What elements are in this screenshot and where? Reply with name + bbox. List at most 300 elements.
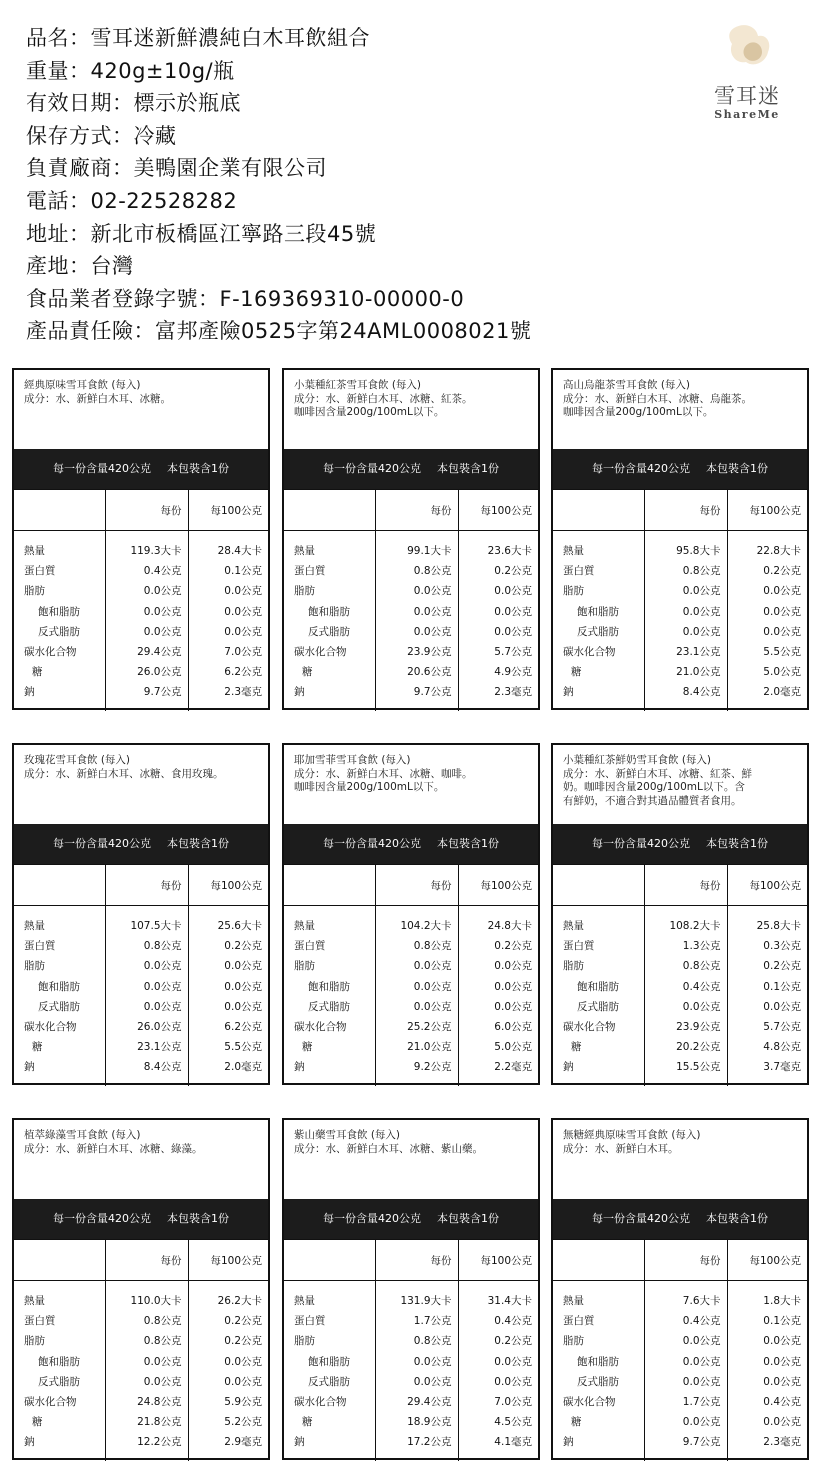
per-serving-value: 0.8公克: [413, 565, 452, 578]
per-serving-value: 0.8公克: [682, 565, 721, 578]
nutrient-label: 蛋白質: [24, 565, 56, 578]
nutrient-label: 脂肪: [294, 960, 315, 973]
per-serving-value: 12.2公克: [137, 1436, 182, 1449]
per-100g-column: [727, 531, 807, 711]
nutrition-table: [553, 1239, 807, 1461]
nutrition-label-card: [551, 743, 809, 1085]
per-100g-value: 25.6大卡: [217, 920, 262, 932]
per-100g-value: 5.7公克: [763, 1020, 801, 1033]
info-insurance: 產品責任險：富邦產險0525字第24AML0008021號: [26, 319, 532, 344]
card-header: [14, 745, 268, 824]
per-serving-value: 9.7公克: [143, 686, 182, 699]
per-serving-value: 21.0公克: [407, 1041, 452, 1054]
nutrition-table: [284, 489, 538, 711]
per-100g-value: 5.9公克: [224, 1395, 262, 1408]
info-storage: 保存方式：冷藏: [26, 123, 177, 148]
per-serving-value: 0.0公克: [413, 1000, 452, 1013]
per-serving-value: 25.2公克: [407, 1020, 452, 1033]
card-header: [553, 370, 807, 449]
card-header: [14, 1120, 268, 1199]
serving-bar: [14, 1199, 268, 1239]
per-serving-value: 29.4公克: [407, 1395, 452, 1408]
nutrient-label: 脂肪: [24, 1335, 45, 1348]
nutrition-label-card: [12, 368, 270, 710]
nutrient-label: 蛋白質: [24, 940, 56, 953]
per-100g-value: 0.0公克: [494, 1355, 532, 1368]
per-serving-value: 0.0公克: [413, 1375, 452, 1388]
nutrient-label: 飽和脂肪: [38, 605, 80, 618]
nutrient-label: 蛋白質: [294, 940, 326, 953]
nutrition-table: [284, 1239, 538, 1461]
per-serving-value: 0.4公克: [682, 980, 721, 993]
per-serving-value: 0.0公克: [682, 585, 721, 598]
per-serving-value: 23.1公克: [676, 645, 721, 658]
col-per-serving: 每份: [644, 490, 727, 531]
nutrient-label: 碳水化合物: [563, 645, 616, 658]
per-100g-value: 0.0公克: [763, 1355, 801, 1368]
per-100g-value: 0.4公克: [763, 1395, 801, 1408]
servings-per-pack: 本包裝含1份: [437, 1212, 499, 1225]
per-serving-value: 95.8大卡: [676, 545, 721, 557]
nutrient-label: 熱量: [294, 1295, 315, 1307]
per-100g-value: 5.0公克: [494, 1041, 532, 1054]
product-desc-line: 咖啡因含量200g/100mL以下。: [294, 406, 445, 418]
per-100g-value: 0.0公克: [224, 980, 262, 993]
per-100g-column: [188, 906, 268, 1086]
per-serving-value: 29.4公克: [137, 645, 182, 658]
blank-header-cell: [14, 865, 105, 906]
per-serving-value: 0.0公克: [413, 585, 452, 598]
card-header: [284, 1120, 538, 1199]
servings-per-pack: 本包裝含1份: [167, 462, 229, 475]
per-100g-value: 5.0公克: [763, 666, 801, 679]
info-weight: 重量：420g±10g/瓶: [26, 58, 235, 83]
label-column: [14, 531, 105, 711]
nutrient-label: 脂肪: [24, 960, 45, 973]
per-100g-value: 6.0公克: [494, 1020, 532, 1033]
nutrition-table: [14, 864, 268, 1086]
product-name: 玫瑰花雪耳食飲 (每入): [24, 754, 131, 766]
per-100g-value: 7.0公克: [494, 1395, 532, 1408]
per-100g-value: 23.6大卡: [487, 545, 532, 557]
per-100g-value: 0.1公克: [224, 565, 262, 578]
nutrient-label: 熱量: [294, 545, 315, 557]
per-100g-value: 2.3毫克: [224, 686, 262, 699]
per-100g-value: 2.0毫克: [763, 686, 801, 699]
per-serving-value: 0.8公克: [413, 1335, 452, 1348]
per-serving-value: 0.0公克: [143, 605, 182, 618]
per-100g-value: 5.7公克: [494, 645, 532, 658]
per-100g-column: [188, 1281, 268, 1461]
nutrition-label-card: [12, 1118, 270, 1460]
per-serving-value: 7.6大卡: [682, 1295, 721, 1307]
per-serving-value: 0.8公克: [143, 1335, 182, 1348]
per-100g-value: 4.9公克: [494, 666, 532, 679]
nutrient-label: 反式脂肪: [577, 625, 619, 638]
nutrient-label: 熱量: [563, 920, 584, 932]
label-column: [553, 906, 644, 1086]
per-100g-value: 6.2公克: [224, 666, 262, 679]
per-serving-value: 108.2大卡: [669, 920, 721, 932]
nutrient-label: 碳水化合物: [24, 1020, 77, 1033]
per-serving-value: 26.0公克: [137, 1020, 182, 1033]
nutrient-label: 反式脂肪: [308, 625, 350, 638]
nutrient-label: 脂肪: [563, 1335, 584, 1348]
col-per-100g: 每100公克: [188, 490, 268, 531]
nutrition-table: [553, 489, 807, 711]
nutrient-label: 鈉: [563, 686, 574, 699]
nutrient-label: 蛋白質: [294, 565, 326, 578]
per-100g-column: [458, 531, 538, 711]
per-serving-column: [105, 906, 188, 1086]
per-100g-column: [727, 1281, 807, 1461]
nutrient-label: 飽和脂肪: [577, 605, 619, 618]
per-serving-value: 9.7公克: [413, 686, 452, 699]
per-100g-value: 0.0公克: [494, 625, 532, 638]
per-serving-value: 0.0公克: [143, 625, 182, 638]
per-serving-value: 23.1公克: [137, 1041, 182, 1054]
per-100g-value: 22.8大卡: [756, 545, 801, 557]
nutrient-label: 飽和脂肪: [38, 980, 80, 993]
blank-header-cell: [284, 1240, 375, 1281]
per-100g-value: 0.2公克: [494, 940, 532, 953]
col-per-serving: 每份: [105, 1240, 188, 1281]
label-column: [284, 531, 375, 711]
per-serving-value: 0.0公克: [413, 980, 452, 993]
per-100g-value: 2.3毫克: [763, 1436, 801, 1449]
serving-size: 每一份含量420公克: [53, 462, 151, 475]
nutrition-label-card: [12, 743, 270, 1085]
per-100g-value: 0.0公克: [494, 1375, 532, 1388]
nutrient-label: 碳水化合物: [294, 1020, 347, 1033]
nutrient-label: 糖: [302, 1416, 313, 1429]
per-serving-column: [375, 906, 458, 1086]
product-name: 經典原味雪耳食飲 (每入): [24, 379, 141, 391]
nutrient-label: 反式脂肪: [38, 1000, 80, 1013]
serving-size: 每一份含量420公克: [323, 837, 421, 850]
per-serving-value: 21.8公克: [137, 1416, 182, 1429]
col-per-100g: 每100公克: [727, 1240, 807, 1281]
per-100g-value: 0.0公克: [224, 625, 262, 638]
col-per-100g: 每100公克: [188, 1240, 268, 1281]
nutrient-label: 碳水化合物: [563, 1395, 616, 1408]
per-serving-value: 0.8公克: [413, 940, 452, 953]
label-column: [553, 1281, 644, 1461]
per-serving-value: 20.2公克: [676, 1041, 721, 1054]
per-100g-value: 0.0公克: [224, 1355, 262, 1368]
per-serving-value: 0.4公克: [143, 565, 182, 578]
servings-per-pack: 本包裝含1份: [437, 462, 499, 475]
per-100g-value: 0.0公克: [494, 980, 532, 993]
servings-per-pack: 本包裝含1份: [706, 837, 768, 850]
per-100g-value: 0.0公克: [494, 960, 532, 973]
per-serving-value: 131.9大卡: [400, 1295, 452, 1307]
per-serving-value: 0.0公克: [682, 1000, 721, 1013]
per-serving-value: 1.3公克: [682, 940, 721, 953]
product-name: 小葉種紅茶鮮奶雪耳食飲 (每入): [563, 754, 712, 766]
per-100g-column: [727, 906, 807, 1086]
per-serving-value: 0.0公克: [413, 1355, 452, 1368]
per-serving-value: 0.0公克: [413, 960, 452, 973]
nutrient-label: 糖: [302, 666, 313, 679]
col-per-serving: 每份: [105, 490, 188, 531]
label-column: [14, 906, 105, 1086]
per-100g-value: 26.2大卡: [217, 1295, 262, 1307]
blank-header-cell: [284, 490, 375, 531]
product-desc-line: 成分：水、新鮮白木耳、冰糖、紅茶。: [294, 392, 473, 405]
per-serving-value: 107.5大卡: [130, 920, 182, 932]
per-serving-value: 26.0公克: [137, 666, 182, 679]
nutrient-label: 蛋白質: [24, 1315, 56, 1328]
per-serving-value: 18.9公克: [407, 1416, 452, 1429]
product-desc-line: 成分：水、新鮮白木耳、冰糖、紅茶、鮮: [563, 767, 752, 780]
nutrient-label: 鈉: [294, 1436, 305, 1449]
col-per-100g: 每100公克: [458, 490, 538, 531]
per-100g-value: 0.0公克: [224, 960, 262, 973]
product-desc-line: 成分：水、新鮮白木耳、冰糖。: [24, 392, 171, 405]
label-column: [284, 906, 375, 1086]
label-column: [553, 531, 644, 711]
blank-header-cell: [553, 865, 644, 906]
nutrient-label: 脂肪: [24, 585, 45, 598]
nutrient-label: 糖: [302, 1041, 313, 1054]
per-serving-value: 8.4公克: [682, 686, 721, 699]
per-serving-value: 0.8公克: [143, 940, 182, 953]
col-per-serving: 每份: [105, 865, 188, 906]
product-desc-line: 成分：水、新鮮白木耳、冰糖、紫山藥。: [294, 1142, 483, 1155]
per-100g-value: 2.3毫克: [494, 686, 532, 699]
per-serving-value: 110.0大卡: [130, 1295, 182, 1307]
per-100g-value: 3.7毫克: [763, 1061, 801, 1074]
product-name: 高山烏龍茶雪耳食飲 (每入): [563, 379, 691, 391]
serving-bar: [553, 449, 807, 489]
nutrient-label: 反式脂肪: [308, 1000, 350, 1013]
serving-size: 每一份含量420公克: [53, 837, 151, 850]
serving-bar: [14, 449, 268, 489]
per-serving-value: 0.0公克: [143, 980, 182, 993]
nutrient-label: 飽和脂肪: [38, 1355, 80, 1368]
per-100g-value: 28.4大卡: [217, 545, 262, 557]
nutrition-label-card: [282, 1118, 540, 1460]
per-serving-value: 9.2公克: [413, 1061, 452, 1074]
per-100g-value: 0.4公克: [494, 1315, 532, 1328]
blank-header-cell: [14, 1240, 105, 1281]
per-100g-value: 0.2公克: [494, 1335, 532, 1348]
per-100g-value: 5.2公克: [224, 1416, 262, 1429]
servings-per-pack: 本包裝含1份: [167, 837, 229, 850]
product-name: 無糖經典原味雪耳食飲 (每入): [563, 1129, 701, 1141]
nutrient-label: 鈉: [294, 686, 305, 699]
per-serving-column: [644, 1281, 727, 1461]
per-serving-value: 1.7公克: [413, 1315, 452, 1328]
per-serving-value: 0.0公克: [682, 1416, 721, 1429]
product-desc-line: 咖啡因含量200g/100mL以下。: [563, 406, 714, 418]
serving-bar: [14, 824, 268, 864]
per-serving-value: 119.3大卡: [130, 545, 182, 557]
nutrient-label: 反式脂肪: [38, 625, 80, 638]
nutrition-label-card: [551, 368, 809, 710]
blank-header-cell: [284, 865, 375, 906]
per-serving-column: [105, 531, 188, 711]
nutrition-table: [14, 1239, 268, 1461]
serving-size: 每一份含量420公克: [592, 1212, 690, 1225]
per-100g-value: 0.0公克: [763, 625, 801, 638]
serving-bar: [553, 1199, 807, 1239]
per-100g-value: 0.0公克: [494, 605, 532, 618]
blank-header-cell: [553, 1240, 644, 1281]
nutrition-label-card: [282, 368, 540, 710]
per-100g-value: 0.0公克: [494, 1000, 532, 1013]
nutrient-label: 熱量: [294, 920, 315, 932]
per-100g-value: 6.2公克: [224, 1020, 262, 1033]
nutrient-label: 脂肪: [563, 585, 584, 598]
product-desc-line: 奶。咖啡因含量200g/100mL以下。含: [563, 781, 745, 793]
product-desc-line: 成分：水、新鮮白木耳。: [563, 1142, 679, 1155]
per-100g-value: 4.5公克: [494, 1416, 532, 1429]
per-serving-value: 104.2大卡: [400, 920, 452, 932]
serving-bar: [284, 824, 538, 864]
col-per-serving: 每份: [644, 865, 727, 906]
serving-size: 每一份含量420公克: [53, 1212, 151, 1225]
nutrient-label: 反式脂肪: [308, 1375, 350, 1388]
nutrient-label: 脂肪: [294, 585, 315, 598]
per-serving-value: 0.0公克: [143, 585, 182, 598]
per-serving-value: 0.0公克: [682, 625, 721, 638]
col-per-serving: 每份: [375, 490, 458, 531]
per-100g-column: [458, 1281, 538, 1461]
nutrient-label: 飽和脂肪: [577, 980, 619, 993]
col-per-100g: 每100公克: [727, 865, 807, 906]
brand-logo: [702, 22, 792, 122]
col-per-100g: 每100公克: [727, 490, 807, 531]
per-100g-value: 4.8公克: [763, 1041, 801, 1054]
per-100g-value: 0.2公克: [763, 960, 801, 973]
serving-bar: [284, 449, 538, 489]
per-100g-value: 0.2公克: [494, 565, 532, 578]
per-serving-value: 21.0公克: [676, 666, 721, 679]
per-serving-column: [644, 906, 727, 1086]
info-origin: 產地：台灣: [26, 254, 134, 279]
per-100g-value: 0.0公克: [224, 585, 262, 598]
per-100g-value: 0.0公克: [224, 605, 262, 618]
per-serving-value: 15.5公克: [676, 1061, 721, 1074]
nutrient-label: 碳水化合物: [294, 1395, 347, 1408]
nutrient-label: 糖: [571, 666, 582, 679]
info-phone: 電話：02-22528282: [26, 188, 238, 213]
per-100g-value: 0.2公克: [224, 940, 262, 953]
brand-name-en: ShareMe: [714, 108, 780, 121]
nutrient-label: 糖: [32, 1041, 43, 1054]
per-serving-value: 9.7公克: [682, 1436, 721, 1449]
product-name: 小葉種紅茶雪耳食飲 (每入): [294, 379, 422, 391]
per-100g-value: 0.2公克: [763, 565, 801, 578]
per-100g-value: 0.0公克: [224, 1375, 262, 1388]
nutrition-label-card: [551, 1118, 809, 1460]
per-100g-value: 0.0公克: [224, 1000, 262, 1013]
nutrient-label: 熱量: [563, 1295, 584, 1307]
nutrient-label: 飽和脂肪: [308, 980, 350, 993]
serving-bar: [553, 824, 807, 864]
per-serving-value: 0.8公克: [143, 1315, 182, 1328]
per-serving-value: 8.4公克: [143, 1061, 182, 1074]
nutrient-label: 鈉: [563, 1061, 574, 1074]
product-desc-line: 成分：水、新鮮白木耳、冰糖、烏龍茶。: [563, 392, 752, 405]
per-100g-value: 0.0公克: [494, 585, 532, 598]
nutrient-label: 蛋白質: [294, 1315, 326, 1328]
nutrient-label: 熱量: [24, 1295, 45, 1307]
per-100g-value: 2.0毫克: [224, 1061, 262, 1074]
per-serving-value: 24.8公克: [137, 1395, 182, 1408]
per-serving-value: 0.0公克: [682, 1355, 721, 1368]
card-header: [14, 370, 268, 449]
nutrient-label: 反式脂肪: [577, 1000, 619, 1013]
col-per-serving: 每份: [375, 865, 458, 906]
info-address: 地址：新北市板橋區江寧路三段45號: [26, 221, 377, 246]
nutrition-table: [284, 864, 538, 1086]
nutrient-label: 反式脂肪: [577, 1375, 619, 1388]
nutrient-label: 熱量: [563, 545, 584, 557]
nutrient-label: 脂肪: [294, 1335, 315, 1348]
per-serving-column: [375, 1281, 458, 1461]
per-serving-value: 0.4公克: [682, 1315, 721, 1328]
per-100g-value: 2.2毫克: [494, 1061, 532, 1074]
servings-per-pack: 本包裝含1份: [167, 1212, 229, 1225]
per-100g-value: 5.5公克: [763, 645, 801, 658]
snow-fungus-logo-icon: [726, 22, 774, 70]
nutrient-label: 鈉: [294, 1061, 305, 1074]
product-desc-line: 成分：水、新鮮白木耳、冰糖、食用玫瑰。: [24, 767, 224, 780]
per-serving-value: 17.2公克: [407, 1436, 452, 1449]
servings-per-pack: 本包裝含1份: [706, 1212, 768, 1225]
per-100g-value: 24.8大卡: [487, 920, 532, 932]
per-100g-value: 0.0公克: [763, 605, 801, 618]
product-info-list: [26, 22, 531, 348]
per-serving-value: 0.0公克: [143, 1375, 182, 1388]
per-100g-value: 0.2公克: [224, 1335, 262, 1348]
per-serving-value: 23.9公克: [676, 1020, 721, 1033]
per-serving-value: 20.6公克: [407, 666, 452, 679]
nutrient-label: 飽和脂肪: [577, 1355, 619, 1368]
per-serving-value: 0.0公克: [413, 605, 452, 618]
nutrient-label: 熱量: [24, 545, 45, 557]
nutrient-label: 碳水化合物: [563, 1020, 616, 1033]
col-per-100g: 每100公克: [458, 1240, 538, 1281]
label-column: [284, 1281, 375, 1461]
nutrient-label: 蛋白質: [563, 940, 595, 953]
info-product-name: 品名：雪耳迷新鮮濃純白木耳飲組合: [26, 26, 370, 50]
per-100g-value: 4.1毫克: [494, 1436, 532, 1449]
per-100g-value: 0.0公克: [763, 1416, 801, 1429]
card-header: [284, 745, 538, 824]
per-100g-value: 0.2公克: [224, 1315, 262, 1328]
per-serving-value: 0.8公克: [682, 960, 721, 973]
nutrition-table: [14, 489, 268, 711]
per-serving-value: 0.0公克: [682, 1375, 721, 1388]
product-desc-line: 有鮮奶，不適合對其過品體質者食用。: [563, 794, 742, 807]
product-desc-line: 成分：水、新鮮白木耳、冰糖、綠藻。: [24, 1142, 203, 1155]
per-serving-value: 0.0公克: [143, 1355, 182, 1368]
nutrient-label: 熱量: [24, 920, 45, 932]
col-per-serving: 每份: [375, 1240, 458, 1281]
per-serving-value: 0.0公克: [143, 1000, 182, 1013]
info-expiry: 有效日期：標示於瓶底: [26, 91, 241, 116]
per-100g-value: 0.1公克: [763, 980, 801, 993]
nutrient-label: 糖: [571, 1416, 582, 1429]
nutrient-label: 蛋白質: [563, 1315, 595, 1328]
per-100g-value: 2.9毫克: [224, 1436, 262, 1449]
servings-per-pack: 本包裝含1份: [437, 837, 499, 850]
card-header: [553, 1120, 807, 1199]
